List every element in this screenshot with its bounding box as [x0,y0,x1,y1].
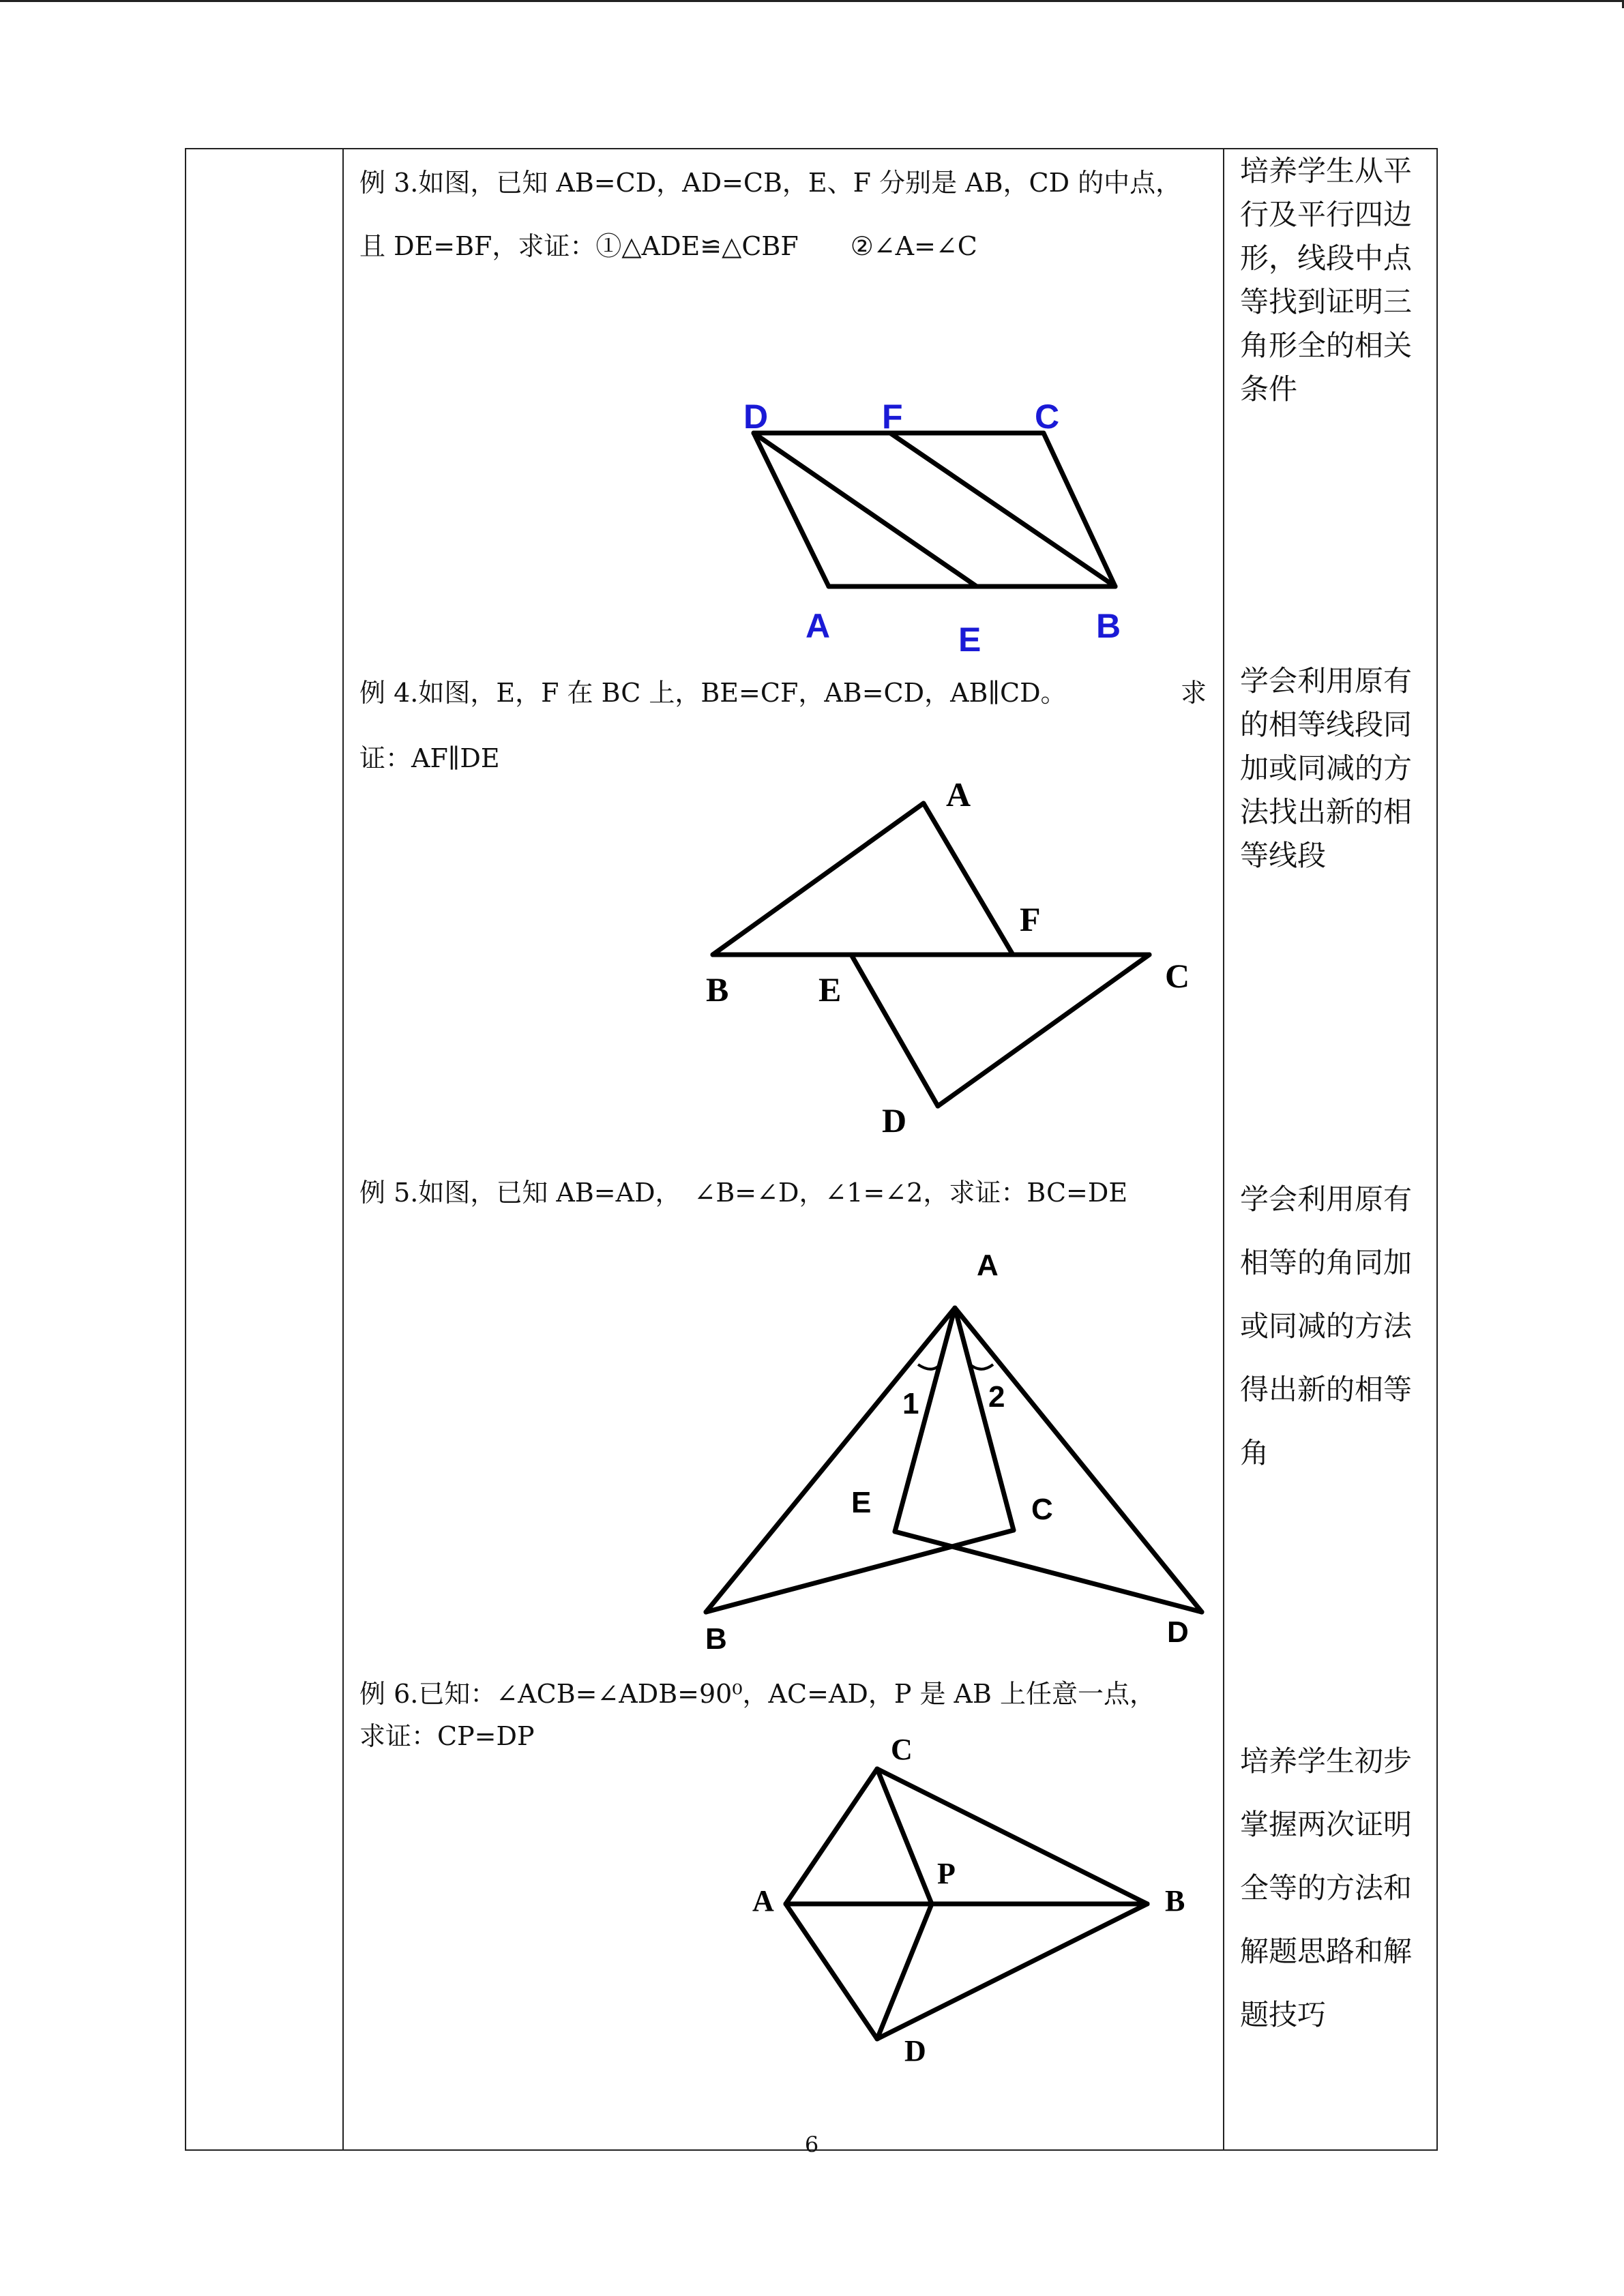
figure-ex5-triangles [689,1241,1235,1678]
ex3-label-F: F [882,398,903,436]
ex4-segment-DC [938,955,1149,1106]
ex5-label-A: A [977,1249,999,1282]
ex4-label-E: E [818,970,842,1009]
ex5-label-1: 1 [902,1387,919,1420]
example-6-line-2: 求证：CP=DP [359,1721,535,1751]
table-column-divider-1 [342,148,344,2151]
ex6-label-P: P [937,1857,956,1890]
ex5-label-B: B [705,1622,727,1656]
ex3-label-D: D [743,398,769,436]
ex4-label-C: C [1165,957,1190,995]
ex6-label-B: B [1165,1884,1185,1918]
ex6-label-C: C [891,1733,913,1766]
example-3-line-2: 且 DE=BF，求证：①△ADE≌△CBF ②∠A=∠C [359,231,977,261]
example-6-line-1: 例 6.已知：∠ACB=∠ADB=90⁰，AC=AD，P 是 AB 上任意一点， [359,1679,1155,1709]
ex3-label-E: E [958,621,981,659]
ex4-segment-ED [851,955,938,1106]
ex3-label-C: C [1035,398,1060,436]
ex5-label-E: E [851,1486,872,1519]
top-rule [0,0,1624,2]
table-column-divider-2 [1223,148,1224,2151]
figure-ex3-parallelogram [737,389,1146,661]
ex3-label-A: A [806,607,831,645]
example-4-line-1: 例 4.如图，E，F 在 BC 上，BE=CF，AB=CD，AB∥CD。 [359,678,1067,708]
ex4-label-D: D [882,1101,907,1139]
ex4-label-F: F [1020,900,1041,938]
ex6-segment-PD [877,1904,932,2039]
ex6-segment-AD [786,1904,877,2039]
example-4-note: 学会利用原有 的相等线段同 加或同减的方 法找出新的相 等线段 [1240,664,1413,872]
ex5-label-D: D [1167,1615,1189,1649]
example-5-line-1: 例 5.如图，已知 AB=AD， ∠B=∠D，∠1=∠2，求证：BC=DE [359,1178,1128,1208]
ex6-label-A: A [752,1884,774,1918]
ex4-label-A: A [946,775,971,814]
ex5-segment-AB [706,1308,955,1612]
ex5-angle-1-arc [918,1364,941,1369]
example-3-line-1: 例 3.如图，已知 AB=CD，AD=CB，E、F 分别是 AB，CD 的中点， [359,168,1182,198]
ex5-segment-ED [895,1532,1202,1612]
ex4-segment-BA [713,803,924,955]
figure-ex6-kite [743,1725,1207,2080]
ex4-label-B: B [706,970,729,1009]
example-3-note: 培养学生从平 行及平行四边 形，线段中点 等找到证明三 角形全的相关 条件 [1240,154,1413,406]
ex3-label-B: B [1096,607,1121,645]
ex6-segment-DB [877,1904,1147,2039]
example-6-note: 培养学生初步 掌握两次证明 全等的方法和 解题思路和解 题技巧 [1240,1744,1413,2031]
ex3-segment-DE [754,433,977,586]
example-4-line-2: 证：AF∥DE [359,743,500,773]
ex6-segment-CP [877,1769,932,1904]
ex4-segment-AF [924,803,1013,955]
example-5-note: 学会利用原有 相等的角同加 或同减的方法 得出新的相等 角 [1240,1182,1413,1470]
ex5-segment-BC [706,1530,1014,1612]
ex5-segment-AD [955,1308,1202,1612]
ex5-label-2: 2 [988,1380,1005,1414]
ex6-label-D: D [904,2034,926,2068]
example-4-line-1-tail: 求 [1181,678,1207,708]
ex6-segment-CB [877,1769,1147,1904]
ex6-segment-AC [786,1769,877,1904]
ex5-label-C: C [1031,1493,1053,1526]
page-number: 6 [804,2132,819,2158]
figure-ex4-crossing-triangles [696,777,1214,1146]
